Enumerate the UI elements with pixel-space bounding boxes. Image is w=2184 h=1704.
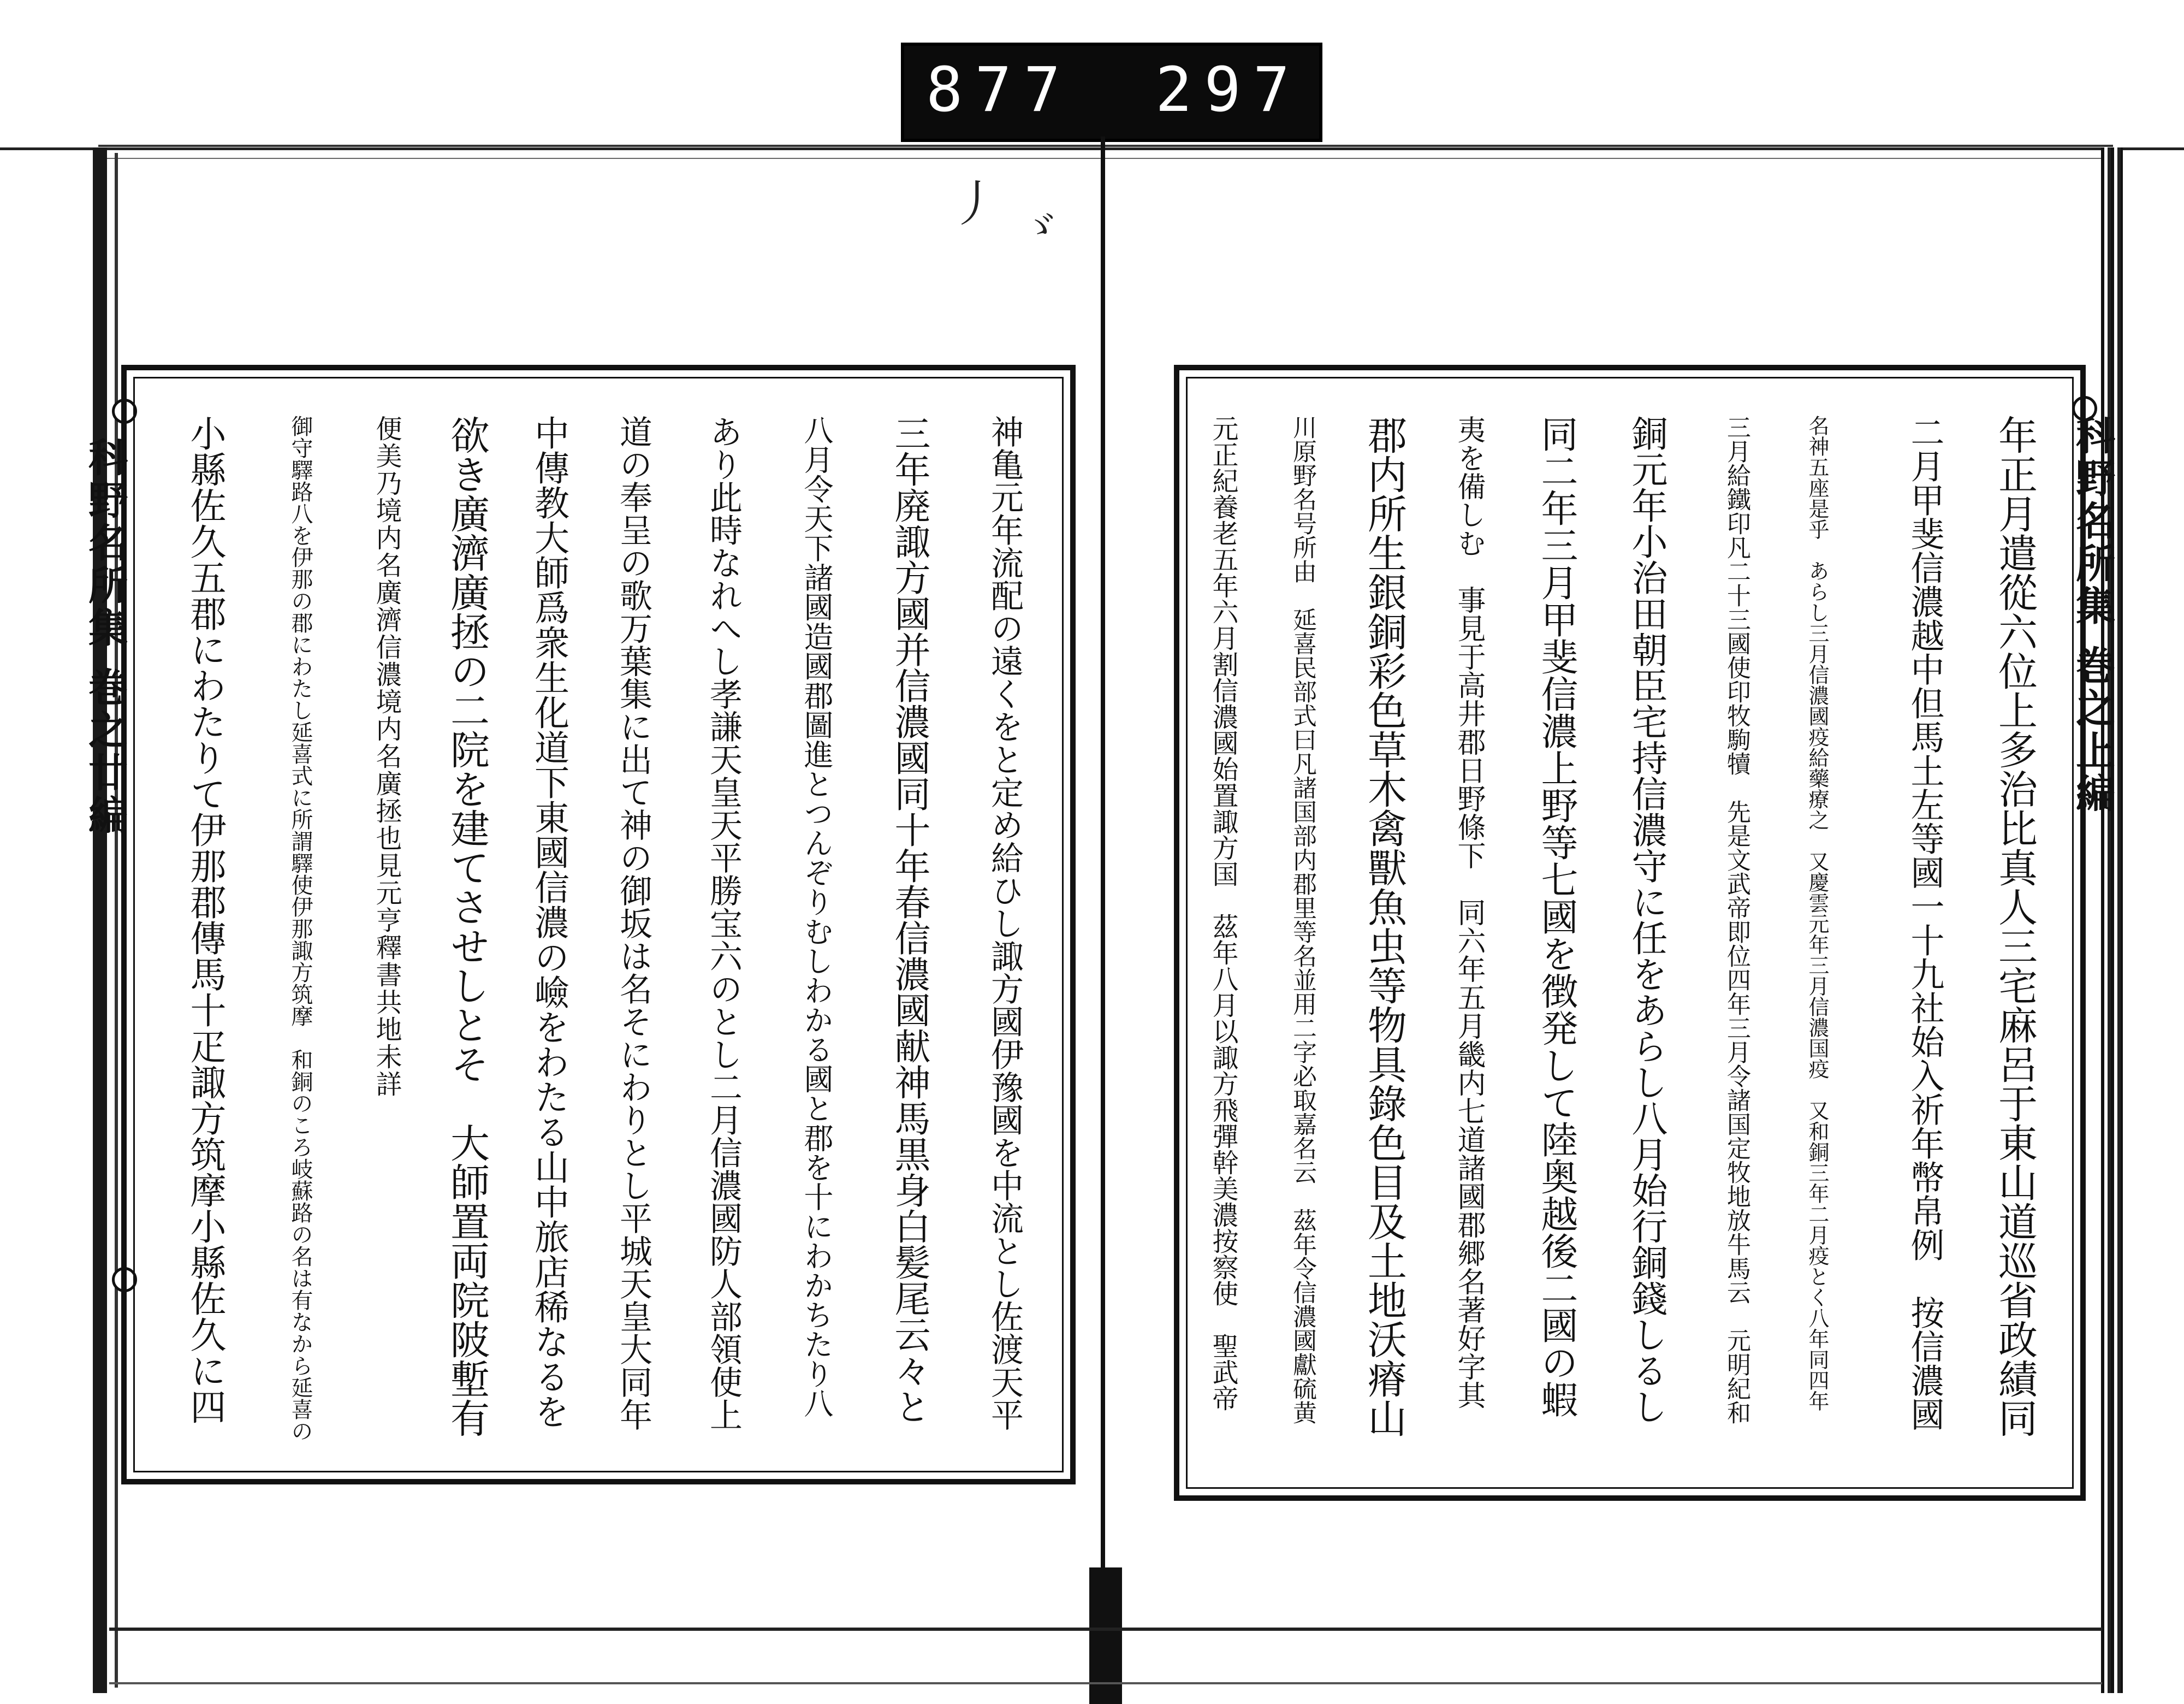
text-column-annotation: 名神五座是乎 あらし三月信濃國疫給藥療之 又慶雲元年三月信濃国疫 又和銅三年二月疫とく八年同四年 bbox=[1805, 415, 1829, 1411]
text-column: あり此時なれへし孝謙天皇天平勝宝六のとし二月信濃國防人部領使上 bbox=[704, 415, 743, 1431]
text-column-annotation: 便美乃境内名廣濟信濃境内名廣拯也見元亨釋書共地未詳 bbox=[371, 415, 402, 1098]
text-column: 夷を備しむ 事見于高井郡日野條下 同六年五月畿内七道諸國郡郷名著好字其 bbox=[1452, 415, 1485, 1409]
center-gutter bbox=[1101, 137, 1105, 1584]
catalog-number-right: 297 bbox=[1155, 55, 1302, 126]
text-column: 欲き廣濟廣拯の二院を建てさせしとそ 大師置両院陂塹有 bbox=[444, 415, 490, 1437]
text-column: 三月給鐵印凡二十三國使印牧駒犢 先是文武帝即位四年三月令諸国定牧地放牛馬云 元明紀和 bbox=[1723, 415, 1750, 1424]
text-column: 二月甲斐信濃越中但馬土左等國一十九社始入祈年幣帛例 按信濃國 bbox=[1905, 415, 1945, 1431]
text-column: 神亀元年流配の遠くをと定め給ひし諏方國伊豫國を中流とし佐渡天平 bbox=[986, 415, 1024, 1431]
text-column: 中傳教大師爲衆生化道下東國信濃の嶮をわたる山中旅店稀なるを bbox=[529, 415, 569, 1429]
catalog-label-plate bbox=[901, 43, 1322, 142]
right-margin-title: 科野名所集 巻之上編 bbox=[2069, 415, 2116, 816]
text-column: 銅元年小治田朝臣宅持信濃守に任をあらし八月始行銅錢しるし bbox=[1625, 415, 1667, 1424]
left-margin-title: 科野名所集 巻之廿編 bbox=[82, 437, 128, 838]
text-column: 川原野名号所由 延喜民部式曰凡諸国部内郡里等名並用二字必取嘉名云 茲年令信濃國獻硫黄 bbox=[1289, 415, 1316, 1424]
book-bottom-edge-outer bbox=[109, 1682, 2102, 1684]
catalog-number-left: 877 bbox=[926, 55, 1073, 126]
ink-mark: ゞ bbox=[1021, 205, 1059, 250]
left-binding-line bbox=[115, 153, 118, 1688]
text-column: 郡内所生銀銅彩色草木禽獸魚虫等物具錄色目及土地沃瘠山 bbox=[1361, 415, 1407, 1437]
right-binding-edge bbox=[2101, 147, 2123, 1693]
text-column: 八月令天下諸國造國郡圖進とつんぞりむしわかる國と郡を十にわかちたり八 bbox=[799, 415, 834, 1418]
text-column: 道の奉呈の歌万葉集に出て神の御坂は名そにわりとし平城天皇大同年 bbox=[614, 415, 652, 1431]
text-column: 元正紀養老五年六月割信濃國始置諏方国 茲年八月以諏方飛彈幹美濃按察使 聖武帝 bbox=[1208, 415, 1238, 1411]
text-column: 小縣佐久五郡にわたりて伊那郡傳馬十疋諏方筑摩小縣佐久に四 bbox=[184, 415, 226, 1424]
book-bottom-edge bbox=[109, 1628, 2102, 1631]
text-column: 年正月遣從六位上多治比真人三宅麻呂于東山道巡省政績同 bbox=[1992, 415, 2038, 1437]
text-column: 同二年三月甲斐信濃上野等七國を徴発して陸奥越後二國の蝦 bbox=[1535, 415, 1578, 1418]
text-column: 三年廃諏方國并信濃國同十年春信濃國献神馬黒身白髪尾云々と bbox=[888, 415, 930, 1424]
text-column: 御守驛路八を伊那の郡にわたし延喜式に所謂驛使伊那諏方筑摩 和銅のころ岐蘇路の名は有なから延喜の bbox=[288, 415, 313, 1442]
book-inner-top-edge bbox=[98, 145, 2113, 159]
left-binding-edge bbox=[93, 147, 107, 1693]
ink-mark: 丿 bbox=[950, 175, 999, 233]
